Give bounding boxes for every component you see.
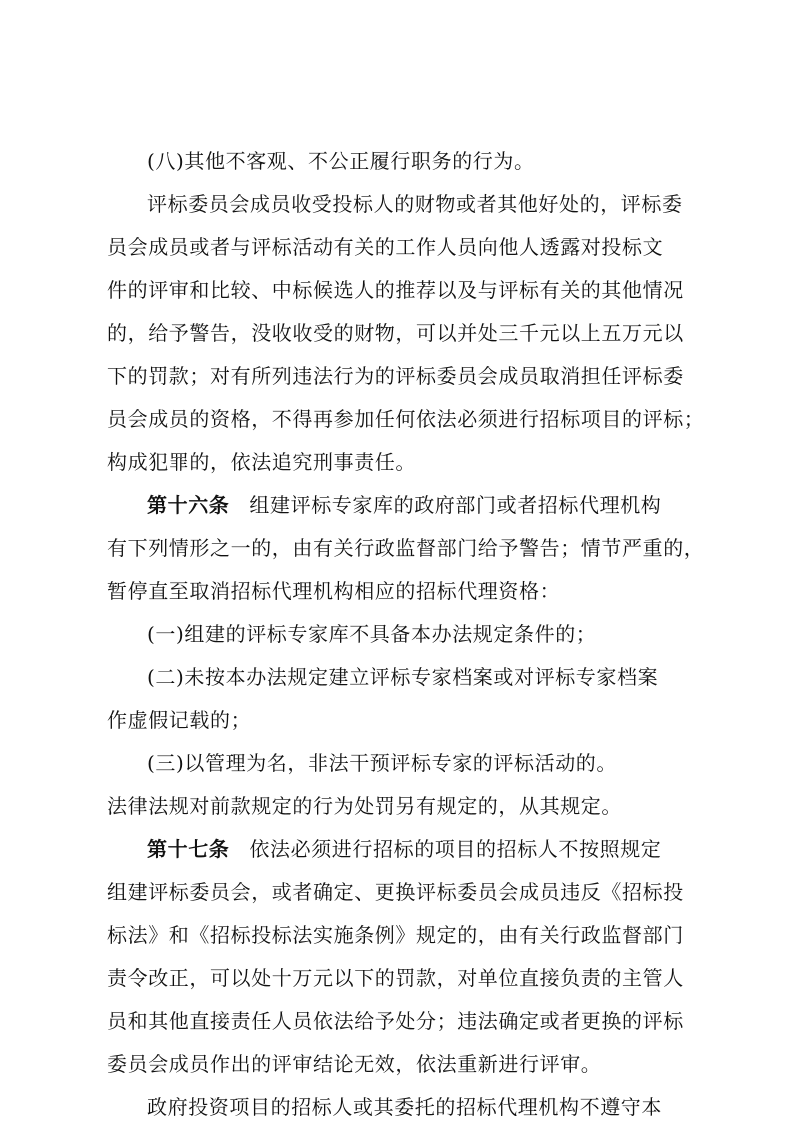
text-line: 下的罚款；对有所列违法行为的评标委员会成员取消担任评标委 [107, 364, 684, 388]
paragraph-item-8 [107, 140, 697, 183]
text-line: 责令改正，可以处十万元以下的罚款，对单位直接负责的主管人 [107, 966, 684, 990]
paragraph-item-3 [107, 742, 697, 785]
text-line [107, 828, 697, 871]
text-line: (一)组建的评标专家库不具备本办法规定条件的； [147, 622, 597, 646]
text-line: (八)其他不客观、不公正履行职务的行为。 [147, 149, 535, 173]
article-title: 第十六条 [147, 493, 230, 517]
text-line: 的，给予警告，没收收受的财物，可以并处三千元以上五万元以 [107, 321, 684, 345]
text-line: 员和其他直接责任人员依法给予处分；违法确定或者更换的评标 [107, 1009, 684, 1033]
article-16 [107, 484, 705, 613]
text-line [107, 484, 697, 527]
text-line: 组建评标委员会，或者确定、更换评标委员会成员违反《招标投 [107, 880, 684, 904]
article-title: 第十七条 [147, 837, 230, 861]
text-line: 员会成员或者与评标活动有关的工作人员向他人透露对投标文 [107, 235, 664, 259]
paragraph-law-reference [107, 785, 697, 828]
text-line: (三)以管理为名，非法干预评标专家的评标活动的。 [147, 751, 618, 775]
text-line: (二)未按本办法规定建立评标专家档案或对评标专家档案 [147, 665, 659, 689]
paragraph-evaluator-penalty [107, 183, 705, 484]
text-line: 委员会成员作出的评审结论无效，依法重新进行评审。 [107, 1052, 602, 1076]
text-line: 标法》和《招标投标法实施条例》规定的，由有关行政监督部门 [107, 923, 684, 947]
article-text: 组建评标专家库的政府部门或者招标代理机构 [249, 493, 662, 517]
text-line: 政府投资项目的招标人或其委托的招标代理机构不遵守本 [147, 1095, 662, 1119]
text-line: 件的评审和比较、中标候选人的推荐以及与评标有关的其他情况 [107, 278, 684, 302]
paragraph-government-investment [107, 1086, 697, 1129]
paragraph-item-1 [107, 613, 697, 656]
text-line: 构成犯罪的，依法追究刑事责任。 [107, 450, 416, 474]
text-line: 法律法规对前款规定的行为处罚另有规定的，从其规定。 [107, 794, 622, 818]
text-line: 有下列情形之一的，由有关行政监督部门给予警告；情节严重的， [107, 536, 705, 560]
article-text: 依法必须进行招标的项目的招标人不按照规定 [249, 837, 662, 861]
document-page [107, 140, 705, 1129]
text-line: 评标委员会成员收受投标人的财物或者其他好处的，评标委 [147, 192, 683, 216]
paragraph-item-2 [107, 656, 697, 742]
text-line: 暂停直至取消招标代理机构相应的招标代理资格： [107, 579, 561, 603]
text-line: 作虚假记载的； [107, 708, 252, 732]
article-17 [107, 828, 697, 1086]
text-line: 员会成员的资格，不得再参加任何依法必须进行招标项目的评标； [107, 407, 705, 431]
